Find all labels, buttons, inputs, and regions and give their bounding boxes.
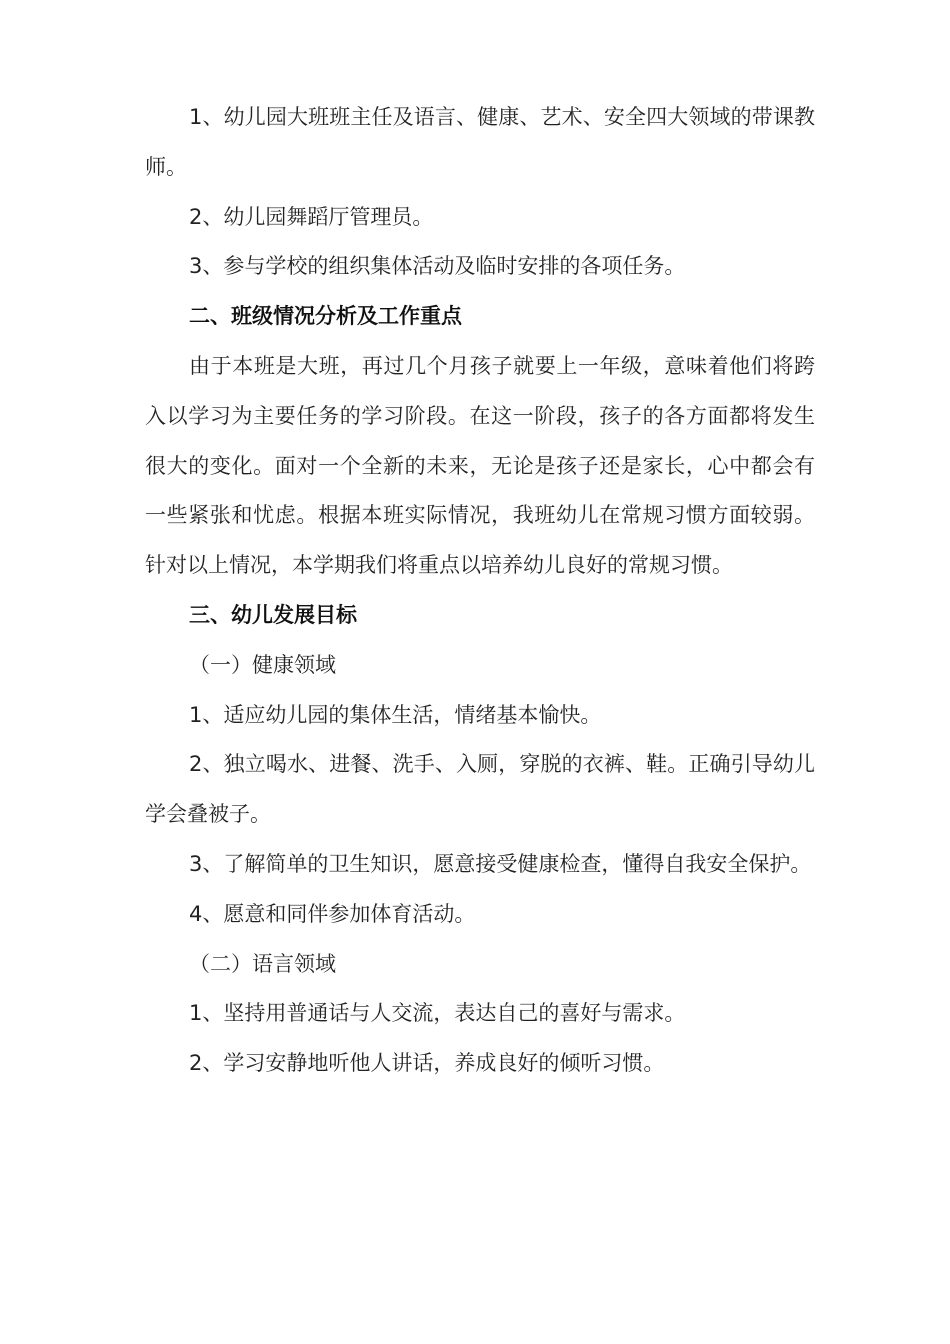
subsection-heading-health: （一）健康领域 <box>189 652 336 677</box>
language-goal-1: 1、坚持用普通话与人交流，表达自己的喜好与需求。 <box>189 1001 686 1026</box>
document-body <box>145 93 815 1089</box>
duty-item-2: 2、幼儿园舞蹈厅管理员。 <box>189 204 434 229</box>
section-heading-development-goals: 三、幼儿发展目标 <box>189 602 357 627</box>
health-goal-4: 4、愿意和同伴参加体育活动。 <box>189 901 476 926</box>
language-goal-2: 2、学习安静地听他人讲话，养成良好的倾听习惯。 <box>189 1051 665 1076</box>
duty-item-3: 3、参与学校的组织集体活动及临时安排的各项任务。 <box>189 254 686 279</box>
health-goal-3: 3、了解简单的卫生知识，愿意接受健康检查，懂得自我安全保护。 <box>189 851 812 876</box>
health-goal-1: 1、适应幼儿园的集体生活，情绪基本愉快。 <box>189 702 602 727</box>
subsection-heading-language: （二）语言领域 <box>189 951 336 976</box>
duty-item-1: 1、幼儿园大班班主任及语言、健康、艺术、安全四大领域的带课教师。 <box>145 105 815 179</box>
health-goal-2: 2、独立喝水、进餐、洗手、入厕，穿脱的衣裤、鞋。正确引导幼儿学会叠被子。 <box>145 752 815 827</box>
class-analysis-paragraph: 由于本班是大班，再过几个月孩子就要上一年级，意味着他们将跨入以学习为主要任务的学习阶段。在这一阶段，孩子的各方面都将发生很大的变化。面对一个全新的未来，无论是孩子还是家长，心中都会有一些紧张和忧虑。根据本班实际情况，我班幼儿在常规习惯方面较弱。针对以上情况，本学期我们将重点以培养幼儿良好的常规习惯。 <box>145 353 815 578</box>
section-heading-class-analysis: 二、班级情况分析及工作重点 <box>189 304 462 329</box>
